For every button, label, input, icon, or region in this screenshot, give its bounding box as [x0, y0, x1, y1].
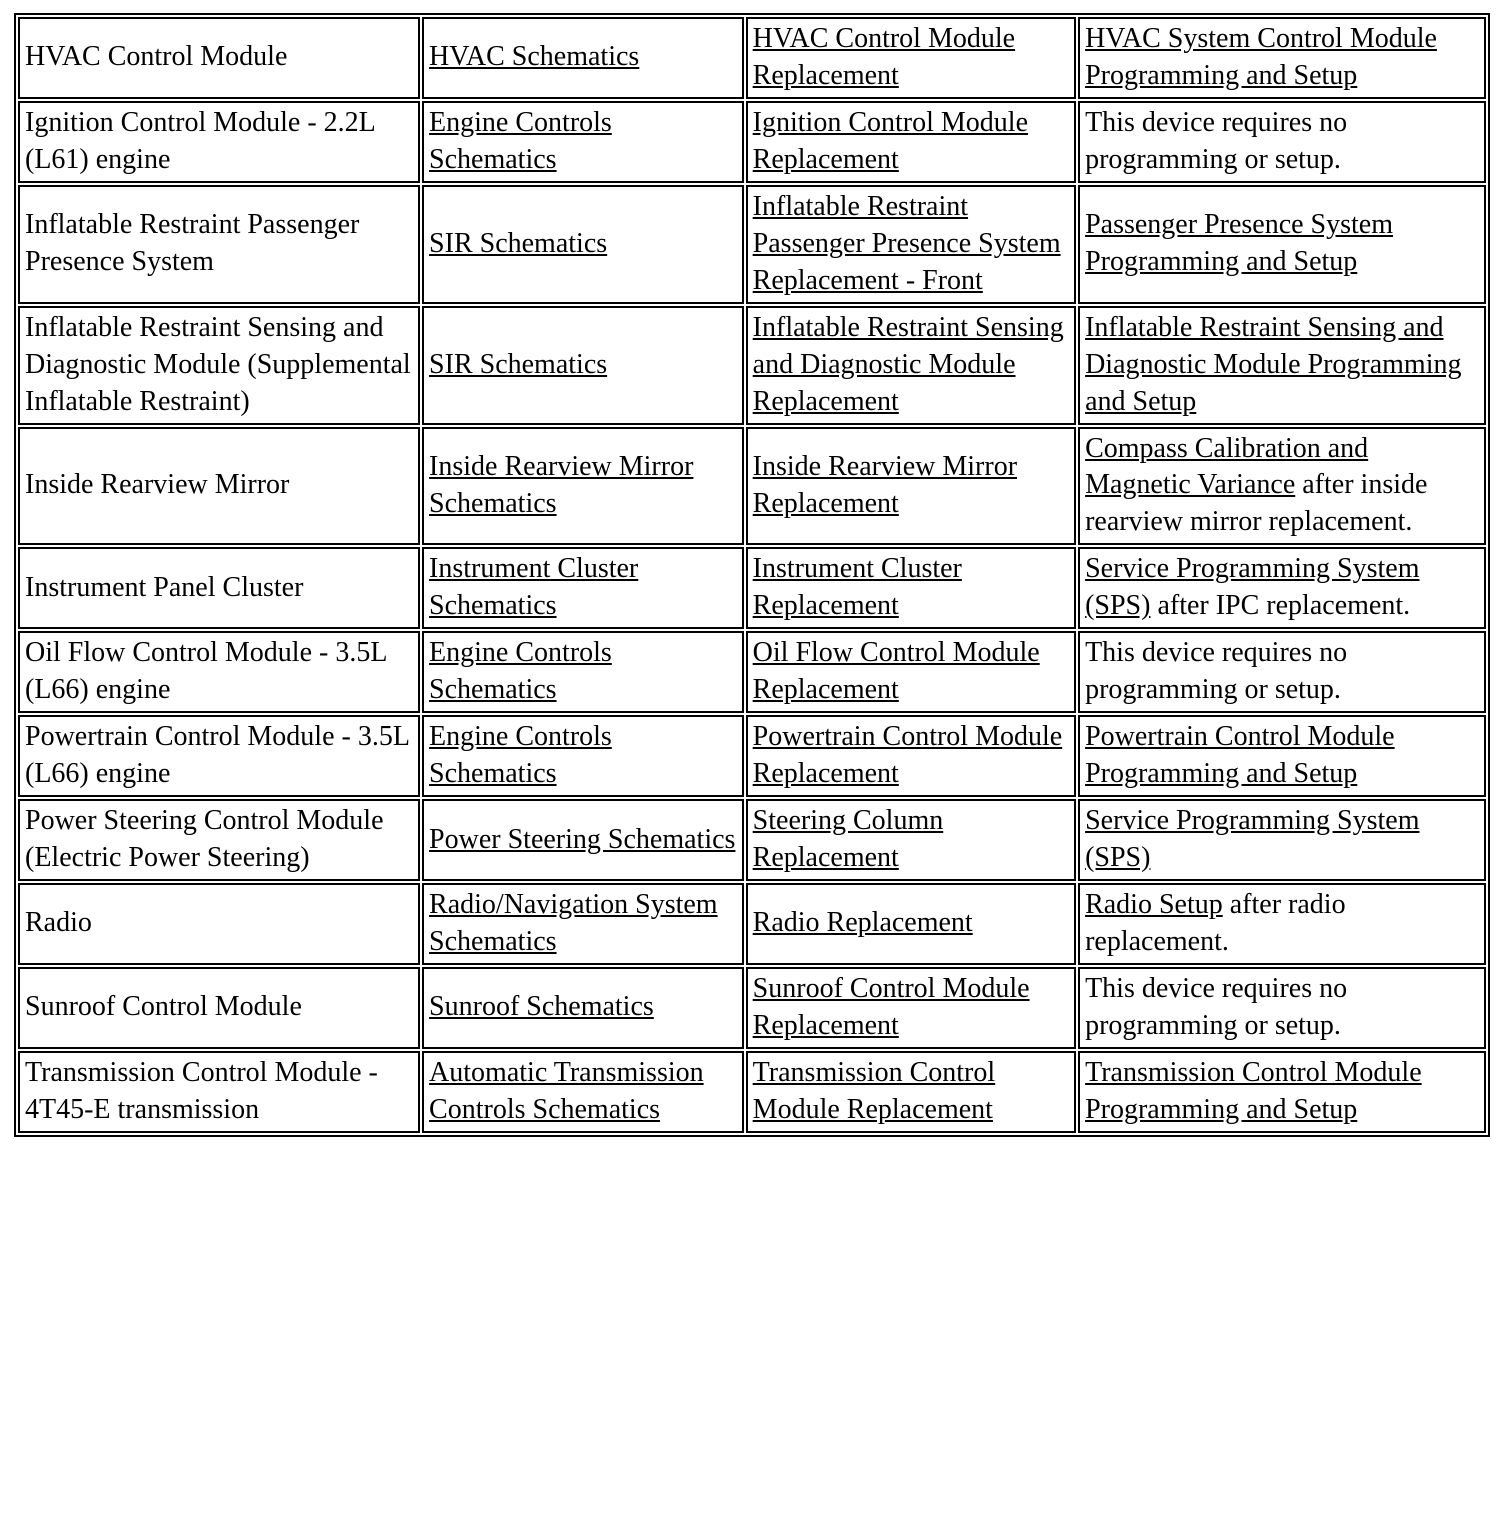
replacement-cell: [746, 1051, 1076, 1133]
table-row: [18, 883, 1486, 965]
setup-cell: [1078, 631, 1486, 713]
replacement-link[interactable]: HVAC Control Module Replacement: [752, 23, 1016, 91]
replacement-cell: [746, 101, 1076, 183]
setup-text: after radio replacement.: [1085, 889, 1346, 957]
setup-link[interactable]: Service Programming System (SPS): [1085, 553, 1420, 622]
schematic-link[interactable]: Engine Controls Schematics: [429, 637, 612, 706]
replacement-link[interactable]: Ignition Control Module Replacement: [752, 106, 1028, 175]
table-row: [18, 1051, 1486, 1133]
table-row: [18, 185, 1486, 304]
replacement-link[interactable]: Inside Rearview Mirror Replacement: [752, 451, 1018, 519]
device-cell: [18, 883, 420, 965]
device-cell: [18, 967, 420, 1049]
replacement-cell: [746, 427, 1076, 546]
replacement-link[interactable]: Instrument Cluster Replacement: [752, 553, 962, 622]
replacement-cell: [746, 967, 1076, 1049]
device-cell: [18, 1051, 420, 1133]
device-name: Power Steering Control Module (Electric Power Steering): [25, 805, 384, 874]
setup-link[interactable]: Service Programming System (SPS): [1085, 805, 1420, 874]
schematic-link[interactable]: Power Steering Schematics: [429, 823, 736, 855]
schematic-link[interactable]: Radio/Navigation System Schematics: [429, 889, 718, 957]
table-row: [18, 547, 1486, 629]
device-name: Sunroof Control Module: [25, 991, 302, 1023]
device-name: HVAC Control Module: [25, 41, 288, 73]
device-cell: [18, 101, 420, 183]
device-name: Powertrain Control Module - 3.5L (L66) engine: [25, 721, 409, 790]
table-row: [18, 17, 1486, 99]
table-row: [18, 427, 1486, 546]
device-cell: [18, 631, 420, 713]
setup-cell: [1078, 883, 1486, 965]
setup-link[interactable]: Powertrain Control Module Programming and Setup: [1085, 721, 1395, 790]
replacement-cell: [746, 631, 1076, 713]
schematic-cell: [422, 101, 744, 183]
device-name: Ignition Control Module - 2.2L (L61) engine: [25, 106, 375, 175]
table-row: [18, 715, 1486, 797]
setup-cell: [1078, 306, 1486, 425]
schematic-cell: [422, 427, 744, 546]
setup-link[interactable]: Compass Calibration and Magnetic Variance: [1085, 432, 1369, 501]
schematic-cell: [422, 631, 744, 713]
schematic-link[interactable]: SIR Schematics: [429, 348, 608, 380]
device-cell: [18, 427, 420, 546]
setup-cell: [1078, 547, 1486, 629]
schematic-link[interactable]: Sunroof Schematics: [429, 991, 654, 1023]
setup-link[interactable]: Radio Setup: [1085, 889, 1223, 921]
table-row: [18, 306, 1486, 425]
device-cell: [18, 185, 420, 304]
setup-cell: [1078, 185, 1486, 304]
device-name: Transmission Control Module - 4T45-E transmission: [25, 1056, 378, 1125]
table-row: [18, 631, 1486, 713]
schematic-link[interactable]: Inside Rearview Mirror Schematics: [429, 451, 694, 519]
setup-text: This device requires no programming or setup.: [1085, 637, 1348, 706]
device-cell: [18, 715, 420, 797]
device-cell: [18, 17, 420, 99]
schematic-cell: [422, 17, 744, 99]
replacement-cell: [746, 883, 1076, 965]
replacement-cell: [746, 185, 1076, 304]
setup-cell: [1078, 715, 1486, 797]
table-row: [18, 799, 1486, 881]
replacement-cell: [746, 799, 1076, 881]
schematic-link[interactable]: SIR Schematics: [429, 227, 608, 259]
modules-table: [14, 13, 1490, 1137]
device-name: Oil Flow Control Module - 3.5L (L66) engine: [25, 637, 387, 706]
setup-link[interactable]: HVAC System Control Module Programming and Setup: [1085, 23, 1437, 91]
setup-cell: [1078, 799, 1486, 881]
device-cell: [18, 799, 420, 881]
table-row: [18, 101, 1486, 183]
schematic-link[interactable]: Engine Controls Schematics: [429, 721, 612, 790]
setup-cell: [1078, 427, 1486, 546]
setup-link[interactable]: Passenger Presence System Programming and Setup: [1085, 209, 1394, 278]
device-cell: [18, 306, 420, 425]
replacement-cell: [746, 715, 1076, 797]
replacement-cell: [746, 17, 1076, 99]
replacement-cell: [746, 547, 1076, 629]
device-name: Radio: [25, 907, 92, 939]
device-name: Inflatable Restraint Passenger Presence System: [25, 209, 360, 278]
setup-cell: [1078, 1051, 1486, 1133]
setup-text: This device requires no programming or setup.: [1085, 972, 1348, 1041]
schematic-link[interactable]: HVAC Schematics: [429, 41, 640, 73]
setup-link[interactable]: Inflatable Restraint Sensing and Diagnostic Module Programming and Setup: [1085, 311, 1462, 417]
device-name: Inflatable Restraint Sensing and Diagnostic Module (Supplemental Inflatable Restraint): [25, 311, 411, 417]
setup-text: after IPC replacement.: [1150, 590, 1411, 622]
setup-cell: [1078, 967, 1486, 1049]
device-cell: [18, 547, 420, 629]
setup-cell: [1078, 17, 1486, 99]
device-name: Inside Rearview Mirror: [25, 469, 290, 501]
setup-text: after inside rearview mirror replacement.: [1085, 469, 1428, 538]
replacement-link[interactable]: Sunroof Control Module Replacement: [752, 972, 1030, 1041]
replacement-link[interactable]: Inflatable Restraint Passenger Presence System Replacement - Front: [752, 190, 1061, 296]
replacement-cell: [746, 306, 1076, 425]
schematic-link[interactable]: Instrument Cluster Schematics: [429, 553, 639, 622]
schematic-cell: [422, 306, 744, 425]
setup-link[interactable]: Transmission Control Module Programming and Setup: [1085, 1056, 1422, 1125]
schematic-cell: [422, 883, 744, 965]
replacement-link[interactable]: Radio Replacement: [752, 907, 973, 939]
schematic-cell: [422, 967, 744, 1049]
schematic-link[interactable]: Engine Controls Schematics: [429, 106, 612, 175]
replacement-link[interactable]: Transmission Control Module Replacement: [752, 1056, 996, 1125]
schematic-cell: [422, 185, 744, 304]
schematic-cell: [422, 1051, 744, 1133]
replacement-link[interactable]: Powertrain Control Module Replacement: [752, 721, 1063, 790]
replacement-link[interactable]: Steering Column Replacement: [752, 805, 944, 874]
setup-cell: [1078, 101, 1486, 183]
schematic-link[interactable]: Automatic Transmission Controls Schematics: [429, 1056, 704, 1125]
setup-text: This device requires no programming or setup.: [1085, 106, 1348, 175]
table-row: [18, 967, 1486, 1049]
schematic-cell: [422, 799, 744, 881]
schematic-cell: [422, 715, 744, 797]
device-name: Instrument Panel Cluster: [25, 571, 304, 603]
schematic-cell: [422, 547, 744, 629]
replacement-link[interactable]: Oil Flow Control Module Replacement: [752, 637, 1040, 706]
replacement-link[interactable]: Inflatable Restraint Sensing and Diagnostic Module Replacement: [752, 311, 1064, 417]
